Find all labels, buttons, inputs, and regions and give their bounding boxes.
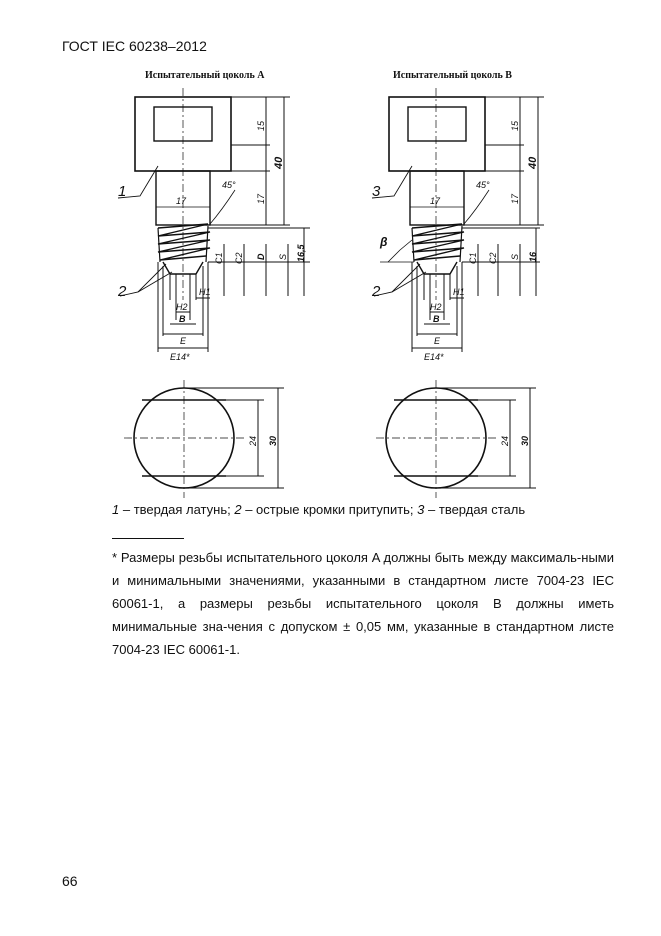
dim-a-17h: 17 bbox=[176, 196, 187, 206]
leader-a-2: 2 bbox=[118, 283, 127, 300]
dim-b-h2: H2 bbox=[430, 302, 442, 312]
dim-a-c2: C2 bbox=[234, 252, 244, 264]
dim-b-e14: E14* bbox=[424, 352, 444, 362]
legend-text-2: – острые кромки притупить; bbox=[241, 502, 418, 517]
footnote-divider bbox=[112, 538, 184, 539]
dim-b-45: 45° bbox=[476, 180, 490, 190]
dim-a-e: E bbox=[180, 336, 187, 346]
document-header: ГОСТ IEC 60238–2012 bbox=[62, 38, 207, 54]
leader-b-2: 2 bbox=[372, 283, 381, 300]
angle-beta: β bbox=[380, 235, 388, 249]
dim-a-h1: H1 bbox=[199, 287, 211, 297]
legend-num-1: 1 bbox=[112, 502, 120, 517]
dim-b-24: 24 bbox=[500, 435, 510, 446]
leader-b-3: 3 bbox=[372, 183, 381, 200]
footnote: * Размеры резьбы испытательного цоколя A должны быть между максималь-ными и минимальными значениями, указанными в стандартном листе 7004-23 IEC 60061-1, а размеры резьбы испытательного цоколя B должны иметь минимальные зна-чения с допуском ± 0,05 мм, указанные в стандартном листе 7004-23 IEC 60061-1. bbox=[112, 550, 614, 657]
dim-b-e: E bbox=[434, 336, 441, 346]
dim-a-s: S bbox=[278, 253, 288, 260]
dim-b-b: B bbox=[433, 314, 440, 324]
cap-b-labels bbox=[371, 120, 539, 447]
dim-b-c2: C2 bbox=[488, 252, 498, 264]
legend-num-2: 2 bbox=[234, 502, 242, 517]
caption-test-cap-b: Испытательный цоколь B bbox=[393, 70, 512, 81]
dim-b-h1: H1 bbox=[453, 287, 465, 297]
legend bbox=[112, 502, 525, 517]
dim-a-c1: C1 bbox=[214, 252, 224, 264]
dim-a-h2: H2 bbox=[176, 302, 188, 312]
dim-a-30: 30 bbox=[268, 435, 278, 446]
legend-text-3: – твердая сталь bbox=[424, 502, 526, 517]
caption-test-cap-a: Испытательный цоколь A bbox=[145, 70, 265, 81]
dim-b-15: 15 bbox=[510, 120, 520, 131]
dim-a-45: 45° bbox=[222, 180, 236, 190]
dim-a-16-5: 16,5 bbox=[296, 244, 306, 262]
dim-b-17h: 17 bbox=[430, 196, 441, 206]
dim-b-16: 16 bbox=[528, 251, 538, 262]
dim-a-40: 40 bbox=[273, 156, 285, 169]
dim-b-40: 40 bbox=[527, 156, 539, 169]
leader-a-1: 1 bbox=[118, 183, 127, 200]
dim-a-24: 24 bbox=[248, 435, 258, 446]
dim-b-30: 30 bbox=[520, 435, 530, 446]
dim-a-b: B bbox=[179, 314, 186, 324]
page-number: 66 bbox=[62, 873, 78, 889]
dim-b-c1: C1 bbox=[468, 252, 478, 264]
dim-b-s: S bbox=[510, 253, 520, 260]
dim-a-17v: 17 bbox=[256, 193, 266, 204]
dim-a-e14: E14* bbox=[170, 352, 190, 362]
legend-num-3: 3 bbox=[417, 502, 425, 517]
dim-a-15: 15 bbox=[256, 120, 266, 131]
dim-b-17v: 17 bbox=[510, 193, 520, 204]
dim-a-d: D bbox=[256, 253, 266, 260]
legend-text-1: – твердая латунь; bbox=[119, 502, 235, 517]
cap-a-side-view bbox=[118, 88, 310, 498]
